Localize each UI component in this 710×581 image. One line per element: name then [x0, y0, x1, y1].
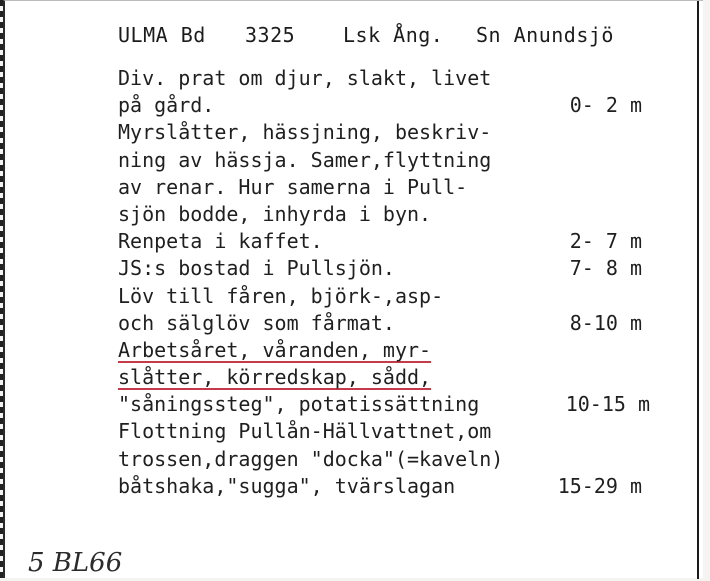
entry-line: [118, 446, 678, 473]
entry-line: [118, 228, 678, 255]
entry-line: [118, 119, 678, 146]
card-entries: [118, 65, 678, 500]
entry-text: Flottning Pullån-Hällvattnet,om: [118, 419, 492, 444]
entry-range: 0- 2 m: [569, 93, 642, 118]
entry-range: 10-15 m: [565, 392, 650, 417]
entry-text: Löv till fåren, björk-,asp-: [118, 283, 444, 308]
volume-number: 3325: [245, 23, 296, 47]
entry-range: 2- 7 m: [569, 229, 642, 254]
entry-line: [118, 364, 678, 391]
entry-line: [118, 201, 678, 228]
entry-text: "såningssteg", potatissättning: [118, 392, 480, 417]
entry-line: [118, 473, 678, 500]
entry-text: Myrslåtter, hässjning, beskriv-: [118, 120, 492, 145]
entry-text: båtshaka,"sugga", tvärslagan: [118, 473, 456, 498]
entry-text: Div. prat om djur, slakt, livet: [118, 66, 492, 90]
entry-text: av renar. Hur samerna i Pull-: [118, 174, 468, 199]
entry-line: [118, 65, 678, 92]
entry-text: JS:s bostad i Pullsjön.: [118, 256, 395, 281]
collection-label: ULMA Bd: [118, 23, 206, 47]
entry-line: [118, 391, 678, 418]
entry-range: 15-29 m: [557, 473, 642, 498]
card-edge-right: [697, 1, 699, 579]
entry-line: [118, 92, 678, 119]
entry-line: [118, 147, 678, 174]
parish-label: Lsk Ång.: [343, 23, 444, 47]
entry-line: [118, 310, 678, 337]
entry-line: [118, 174, 678, 201]
entry-text: ning av hässja. Samer,flyttning: [118, 147, 492, 172]
entry-text: på gård.: [118, 93, 215, 118]
entry-line: [118, 255, 678, 282]
archive-index-card: [3, 0, 703, 578]
entry-range: 8-10 m: [569, 310, 642, 335]
entry-line: [118, 337, 678, 364]
place-label: Sn Anundsjö: [476, 23, 614, 47]
entry-line: [118, 418, 678, 445]
entry-range: 7- 8 m: [569, 256, 642, 281]
entry-text: trossen,draggen "docka"(=kaveln): [118, 446, 504, 471]
entry-text: och sälglöv som fårmat.: [118, 310, 395, 335]
entry-text: Renpeta i kaffet.: [118, 229, 323, 254]
entry-text-underlined: Arbetsåret, våranden, myr-: [118, 337, 432, 362]
card-header: [118, 23, 678, 53]
entry-text: sjön bodde, inhyrda i byn.: [118, 201, 432, 226]
entry-line: [118, 283, 678, 310]
entry-text-underlined: slåtter, körredskap, sådd,: [118, 365, 432, 390]
handwritten-note: 5 BL66: [28, 548, 123, 578]
